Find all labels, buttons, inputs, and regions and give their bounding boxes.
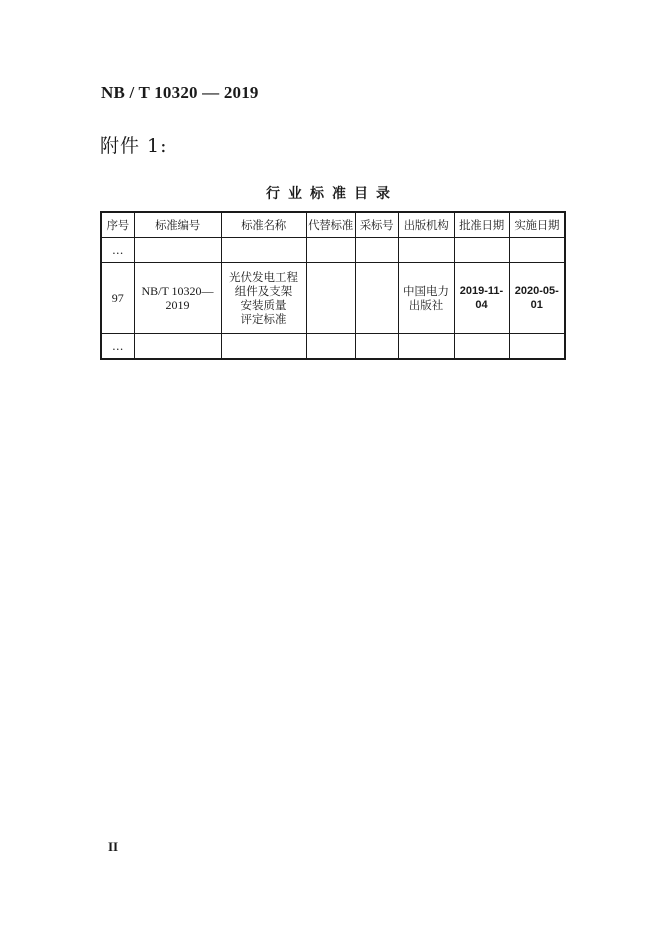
standard-no-cell (134, 263, 221, 334)
page-number: II (108, 839, 119, 854)
standard-code: NB / T 10320 — 2019 (101, 83, 259, 102)
ellipsis-cell: … (101, 334, 134, 360)
adopted-no-cell (355, 263, 398, 334)
table-row (101, 334, 565, 360)
effective-date-line: 01 (530, 299, 543, 311)
table-header-row (101, 212, 565, 238)
standard-name-line: 组件及支架 (234, 284, 293, 298)
standard-no-line: 2019 (165, 298, 190, 312)
annex-label: 附件 1: (100, 135, 168, 157)
table-row (101, 238, 565, 263)
approval-date-line: 2019-11- (459, 285, 504, 297)
column-header-effective-date: 实施日期 (509, 212, 565, 238)
column-header-standard-no: 标准编号 (134, 212, 221, 238)
publisher-line: 出版社 (408, 298, 444, 312)
approval-date-cell (454, 263, 509, 334)
standard-no-line: NB/T 10320— (141, 284, 214, 298)
column-header-seq: 序号 (101, 212, 134, 238)
ellipsis-cell: … (101, 238, 134, 263)
standard-name-line: 安装质量 (240, 298, 287, 312)
effective-date-cell (509, 263, 565, 334)
column-header-publisher: 出版机构 (398, 212, 454, 238)
column-header-adopted-no: 采标号 (355, 212, 398, 238)
publisher-line: 中国电力 (403, 284, 449, 298)
column-header-replaces: 代替标准 (306, 212, 355, 238)
standard-name-line: 评定标准 (240, 312, 287, 326)
replaces-cell (306, 263, 355, 334)
table-title: 行业标准目录 (266, 186, 398, 202)
publisher-cell (398, 263, 454, 334)
standards-catalog-table (100, 211, 566, 360)
approval-date-line: 04 (475, 299, 488, 311)
effective-date-line: 2020-05- (514, 285, 559, 297)
column-header-standard-name: 标准名称 (221, 212, 306, 238)
standard-name-cell (221, 263, 306, 334)
column-header-approval-date: 批准日期 (454, 212, 509, 238)
seq-cell: 97 (101, 263, 134, 334)
table-row (101, 263, 565, 334)
standard-name-line: 光伏发电工程 (229, 270, 298, 284)
